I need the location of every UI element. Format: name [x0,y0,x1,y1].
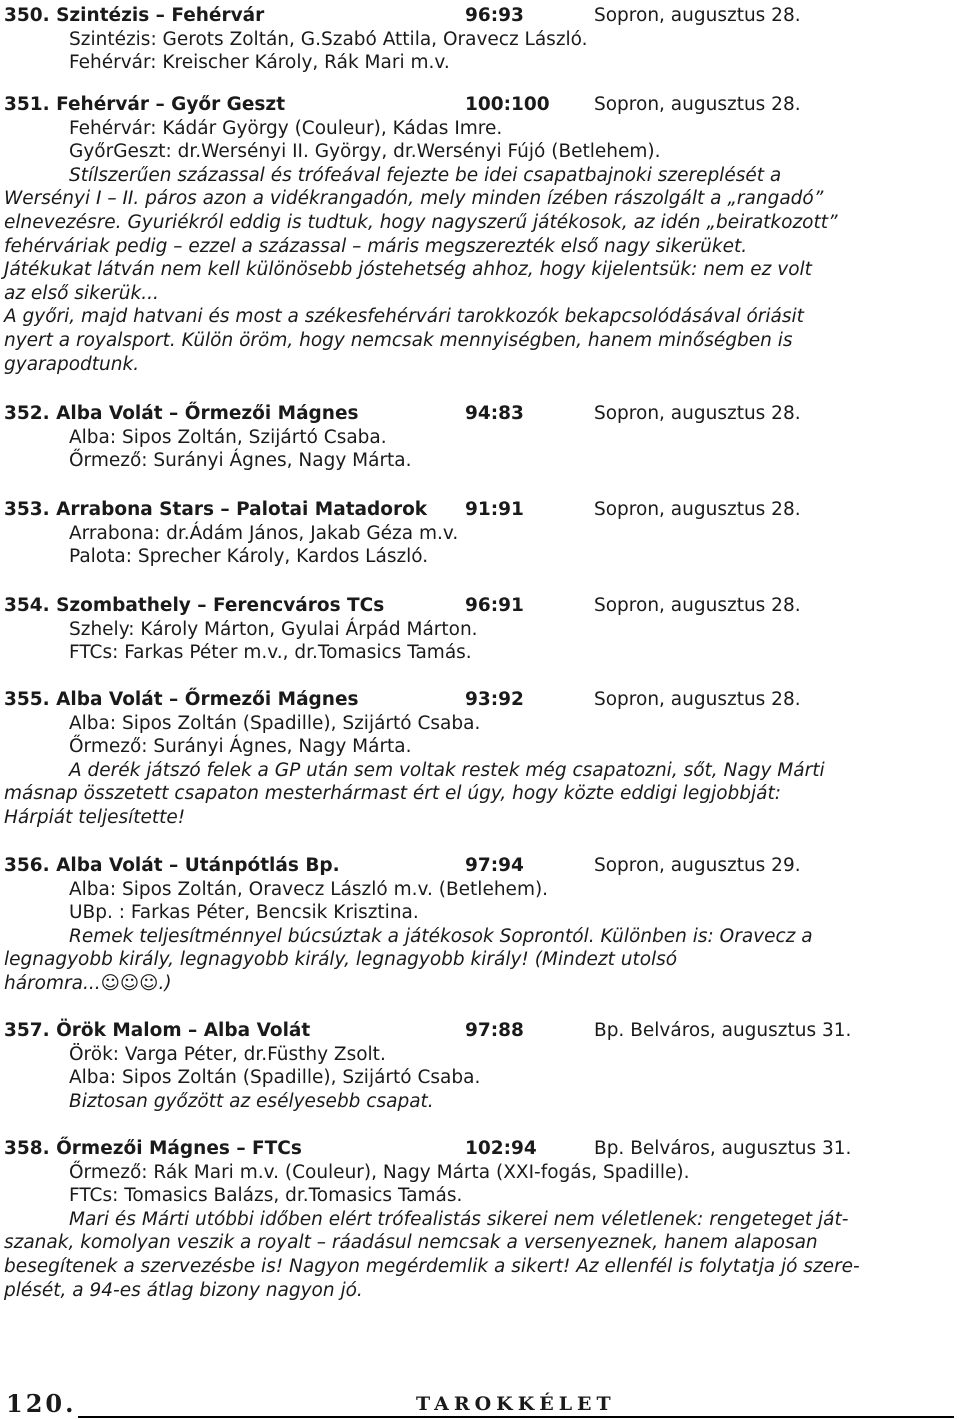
player-line: Arrabona: dr.Ádám János, Jakab Géza m.v. [69,522,459,544]
match-score: 91:91 [465,499,524,520]
match-title: 356. Alba Volát – Utánpótlás Bp. [4,855,340,876]
player-line: Fehérvár: Kreischer Károly, Rák Mari m.v. [69,52,450,74]
match-place: Sopron, augusztus 28. [594,403,801,424]
player-line: Palota: Sprecher Károly, Kardos László. [69,546,429,568]
player-line: UBp. : Farkas Péter, Bencsik Krisztina. [69,902,419,924]
match-score: 97:94 [465,855,524,876]
match-comment [4,1090,956,1114]
match-entry [0,854,960,996]
match-title: 353. Arrabona Stars – Palotai Matadorok [4,499,428,520]
match-place: Sopron, augusztus 28. [594,689,801,710]
match-place: Sopron, augusztus 28. [594,595,801,616]
match-entry [0,1137,960,1302]
match-entry [0,688,960,830]
match-score: 94:83 [465,403,524,424]
footer-rule [78,1416,954,1418]
match-title: 355. Alba Volát – Őrmezői Mágnes [4,689,359,710]
match-score: 96:91 [465,595,524,616]
comment-line: Wersényi I – II. páros azon a vidékrangadón, mely minden ízében rászolgált a „rangadó” [4,188,824,210]
comment-line: nyert a royalsport. Külön öröm, hogy nemcsak mennyiségben, hanem minőségben is [4,329,793,351]
match-header [0,594,960,618]
match-place: Sopron, augusztus 28. [594,5,801,26]
comment-line: másnap összetett csapaton mesterhármast ért el úgy, hogy közte eddigi legjobbját: [4,783,781,805]
comment-line: A derék játszó felek a GP után sem voltak restek még csapatozni, sőt, Nagy Márti [69,759,825,781]
match-entry [0,498,960,569]
match-score: 96:93 [465,5,524,26]
comment-line: Stílszerűen százassal és trófeával fejezte be idei csapatbajnoki szereplését a [69,164,782,186]
comment-line: plését, a 94-es átlag bizony nagyon jó. [4,1279,363,1301]
player-line: Őrmező: Surányi Ágnes, Nagy Márta. [69,736,412,758]
match-comment [4,759,956,830]
match-place: Bp. Belváros, augusztus 31. [594,1138,852,1159]
match-header [0,854,960,878]
match-title: 350. Szintézis – Fehérvár [4,5,265,26]
match-score: 97:88 [465,1020,524,1041]
match-header [0,688,960,712]
match-header [0,1019,960,1043]
match-entry [0,4,960,75]
match-title: 358. Őrmezői Mágnes – FTCs [4,1138,302,1159]
match-entry [0,402,960,473]
match-score: 102:94 [465,1138,537,1159]
match-score: 93:92 [465,689,524,710]
player-line: Fehérvár: Kádár György (Couleur), Kádas Imre. [69,117,503,139]
comment-line: Biztosan győzött az esélyesebb csapat. [69,1090,434,1112]
comment-line: az első sikerük... [4,282,159,304]
comment-line: háromra...☺☺☺.) [4,972,172,994]
journal-name: TAROKKÉLET [416,1393,616,1415]
match-entry [0,594,960,665]
match-place: Bp. Belváros, augusztus 31. [594,1020,852,1041]
comment-line: A győri, majd hatvani és most a székesfehérvári tarokkozók bekapcsolódásával óriásit [4,306,804,328]
comment-line: Mari és Márti utóbbi időben elért trófealistás sikerei nem véletlenek: rengeteget ját- [69,1208,849,1230]
match-title: 352. Alba Volát – Őrmezői Mágnes [4,403,359,424]
player-line: GyőrGeszt: dr.Wersényi II. György, dr.Wersényi Fújó (Betlehem). [69,141,661,163]
player-line: Alba: Sipos Zoltán (Spadille), Szijártó Csaba. [69,1067,481,1089]
comment-line: Hárpiát teljesítette! [4,806,186,828]
match-place: Sopron, augusztus 29. [594,855,801,876]
match-header [0,402,960,426]
player-line: Alba: Sipos Zoltán (Spadille), Szijártó Csaba. [69,712,481,734]
match-header [0,1137,960,1161]
match-comment [4,1208,956,1302]
player-line: Alba: Sipos Zoltán, Szijártó Csaba. [69,426,387,448]
comment-line: elnevezésre. Gyuriékról eddig is tudtuk, hogy nagyszerű játékosok, az idén „beiratkozott” [4,211,838,233]
match-entry [0,93,960,376]
player-line: Szintézis: Gerots Zoltán, G.Szabó Attila, Oravecz László. [69,28,588,50]
comment-line: besegítenek a szervezésbe is! Nagyon megérdemlik a sikert! Az ellenfél is folytatja jó szere- [4,1255,860,1277]
player-line: Őrmező: Surányi Ágnes, Nagy Márta. [69,450,412,472]
comment-line: szanak, komolyan veszik a royalt – ráadásul nemcsak a versenyeznek, hanem alaposan [4,1232,818,1254]
comment-line: legnagyobb király, legnagyobb király, legnagyobb király! (Mindezt utolsó [4,949,678,971]
player-line: FTCs: Tomasics Balázs, dr.Tomasics Tamás. [69,1185,463,1207]
player-line: Őrmező: Rák Mari m.v. (Couleur), Nagy Márta (XXI-fogás, Spadille). [69,1161,690,1183]
comment-line: fehérváriak pedig – ezzel a százassal – máris megszerezték első nagy sikerüket. [4,235,748,257]
player-line: Szhely: Károly Márton, Gyulai Árpád Márton. [69,618,478,640]
player-line: Alba: Sipos Zoltán, Oravecz László m.v. (Betlehem). [69,878,549,900]
comment-line: Játékukat látván nem kell különösebb jóstehetség ahhoz, hogy kijelentsük: nem ez volt [4,259,812,281]
match-title: 354. Szombathely – Ferencváros TCs [4,595,385,616]
match-place: Sopron, augusztus 28. [594,94,801,115]
match-score: 100:100 [465,94,550,115]
match-comment [4,925,956,996]
page-number: 120. [6,1389,77,1418]
match-place: Sopron, augusztus 28. [594,499,801,520]
match-header [0,4,960,28]
page-footer [0,1389,960,1419]
match-title: 357. Örök Malom – Alba Volát [4,1020,311,1041]
comment-line: Remek teljesítménnyel búcsúztak a játékosok Soprontól. Különben is: Oravecz a [69,925,813,947]
player-line: Örök: Varga Péter, dr.Füsthy Zsolt. [69,1043,386,1065]
player-line: FTCs: Farkas Péter m.v., dr.Tomasics Tamás. [69,642,472,664]
match-entry [0,1019,960,1113]
match-header [0,93,960,117]
match-title: 351. Fehérvár – Győr Geszt [4,94,286,115]
match-header [0,498,960,522]
comment-line: gyarapodtunk. [4,353,140,375]
match-comment [4,164,956,376]
